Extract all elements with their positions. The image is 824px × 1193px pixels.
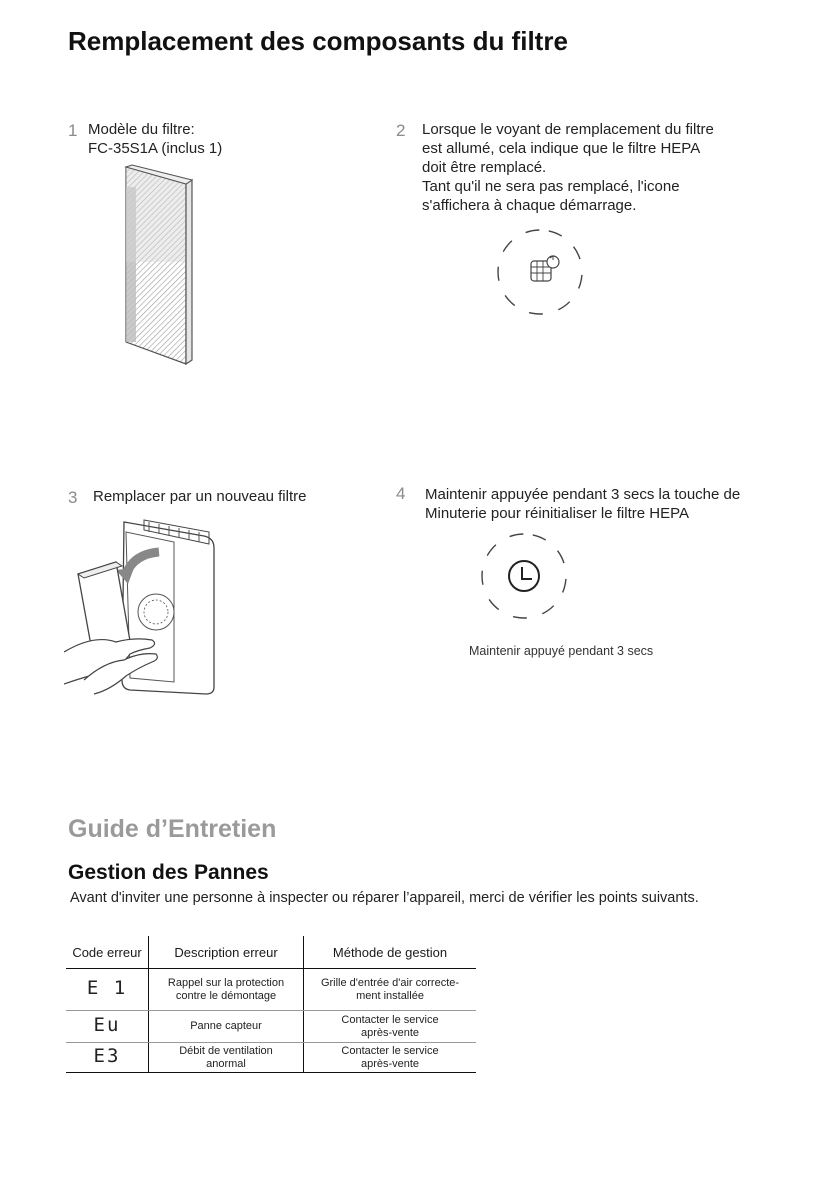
description-line: Rappel sur la protection: [167, 976, 285, 989]
step-4-text: [425, 485, 740, 523]
step-2-line: Tant qu'il ne sera pas remplacé, l'icone: [422, 178, 680, 195]
description-line: anormal: [206, 1057, 246, 1070]
guide-title: Guide d’Entretien: [68, 815, 277, 843]
table-header-row: [66, 936, 476, 969]
method-line: Grille d'entrée d'air correcte-: [320, 976, 460, 989]
method-line: après-vente: [360, 1026, 420, 1039]
step-3-number: 3: [68, 488, 78, 507]
step-1-line: Modèle du filtre:: [88, 121, 195, 138]
error-code-cell: [66, 969, 149, 1011]
step-4-caption: Maintenir appuyé pendant 3 secs: [469, 644, 654, 658]
header-method: Méthode de gestion: [304, 936, 477, 969]
step-1-line: FC-35S1A (inclus 1): [88, 140, 223, 157]
header-code: Code erreur: [66, 936, 149, 969]
table-row: [66, 1043, 476, 1073]
step-2-line: Lorsque le voyant de remplacement du filtre: [422, 121, 714, 138]
description-cell: [149, 1011, 304, 1043]
step-4-line: Minuterie pour réinitialiser le filtre HEPA: [425, 505, 689, 522]
error-table: [66, 936, 476, 1073]
step-4-number: 4: [396, 484, 406, 503]
description-cell: [149, 969, 304, 1011]
clock-icon: [476, 530, 572, 626]
table-row: [66, 969, 476, 1011]
error-code: Eu: [93, 1013, 121, 1036]
description-cell: [149, 1043, 304, 1073]
step-2-line: s'affichera à chaque démarrage.: [422, 197, 637, 214]
step-1-text: [88, 120, 222, 158]
error-code-cell: [66, 1011, 149, 1043]
step-4-line: Maintenir appuyée pendant 3 secs la touche de: [425, 486, 741, 503]
method-cell: [304, 1043, 477, 1073]
description-line: Débit de ventilation: [179, 1044, 273, 1057]
step-2-line: est allumé, cela indique que le filtre HEPA: [422, 140, 701, 157]
step-2-number: 2: [396, 121, 406, 140]
intro-text: Avant d'inviter une personne à inspecter ou réparer l’appareil, merci de vérifier les points suivants.: [70, 890, 699, 906]
method-cell: [304, 1011, 477, 1043]
method-line: Contacter le service: [341, 1013, 439, 1026]
header-description: Description erreur: [149, 936, 304, 969]
filter-illustration: [108, 162, 218, 370]
error-code: E3: [93, 1044, 121, 1067]
section-title: Gestion des Pannes: [68, 861, 269, 884]
table-row: [66, 1011, 476, 1043]
method-line: Contacter le service: [341, 1044, 439, 1057]
step-2-line: doit être remplacé.: [422, 159, 547, 176]
filter-replacement-illustration: [64, 512, 224, 702]
step-2-text: [422, 120, 714, 215]
step-1-number: 1: [68, 121, 78, 140]
step-3-line: Remplacer par un nouveau filtre: [93, 488, 307, 505]
description-line: Panne capteur: [190, 1020, 262, 1032]
description-line: contre le démontage: [175, 989, 277, 1002]
step-3-text: [93, 487, 306, 506]
filter-replace-icon: [492, 224, 588, 320]
error-code: E 1: [86, 976, 128, 999]
page-title: Remplacement des composants du filtre: [68, 26, 568, 56]
method-line: ment installée: [356, 989, 424, 1002]
error-code-cell: [66, 1043, 149, 1073]
method-line: après-vente: [360, 1057, 420, 1070]
method-cell: [304, 969, 477, 1011]
